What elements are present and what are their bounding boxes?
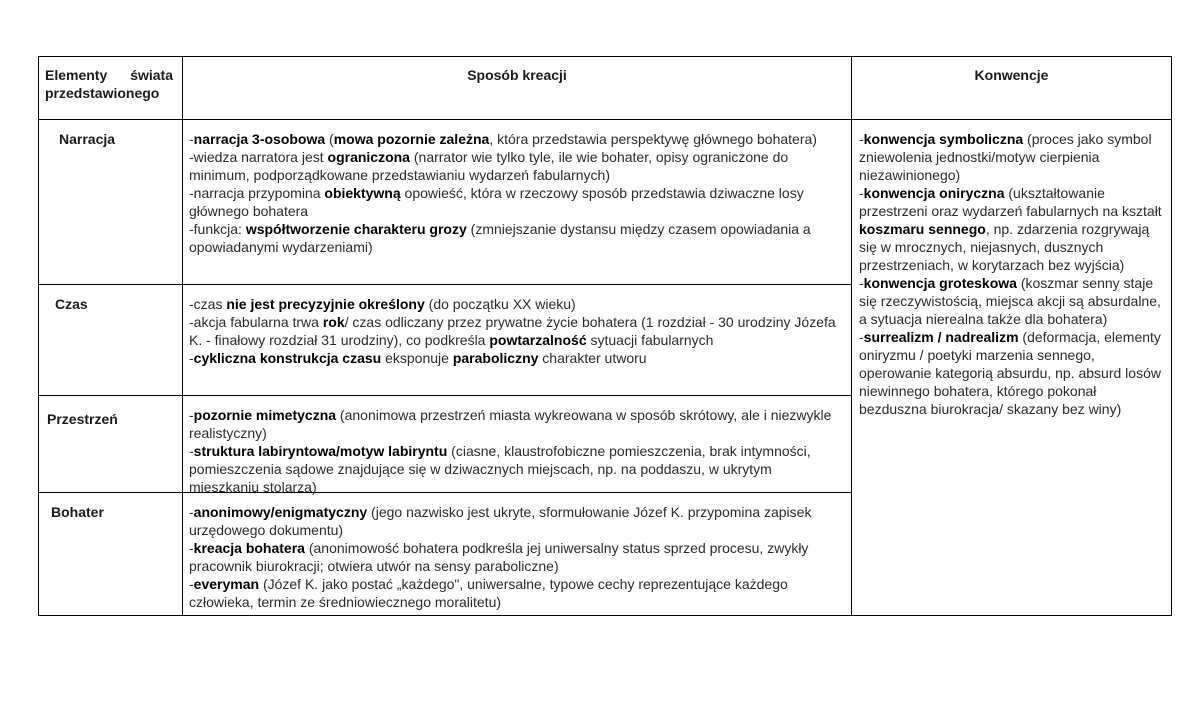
list-item: -konwencja oniryczna (ukształtowanie przestrzeni oraz wydarzeń fabularnych na kształt koszmaru sennego, np. zdarzenia rozgrywają się w mrocznych, niejasnych, dusznych przestrzeniach, w korytarzach bez wyjścia) bbox=[859, 185, 1162, 273]
list-item: -konwencja symboliczna (proces jako symbol zniewolenia jednostki/motyw cierpienia niezawinionego) bbox=[859, 131, 1152, 183]
row-method-narracja bbox=[183, 120, 852, 285]
list-item: -wiedza narratora jest ograniczona (narrator wie tylko tyle, ile wie bohater, opisy ograniczone do minimum, podporządkowane przedstawianiu wydarzeń fabularnych) bbox=[189, 149, 789, 183]
header-conventions: Konwencje bbox=[852, 57, 1171, 120]
list-item: -surrealizm / nadrealizm (deformacja, elementy oniryzmu / poetyki marzenia sennego, operowanie kategorią absurdu, np. absurd losów niewinnego bohatera, którego pokonał bezduszna biurokracja/ skazany bez winy) bbox=[859, 329, 1161, 417]
list-item: -struktura labiryntowa/motyw labiryntu (ciasne, klaustrofobiczne pomieszczenia, brak intymności, pomieszczenia sądowe znajdujące się w dziwacznych miejscach, np. na poddaszu, w ukrytym mieszkaniu stolarza) bbox=[189, 443, 811, 495]
row-element-narracja: Narracja bbox=[39, 120, 183, 285]
list-item: -anonimowy/enigmatyczny (jego nazwisko jest ukryte, sformułowanie Józef K. przypomina zapisek urzędowego dokumentu) bbox=[189, 504, 812, 538]
list-item: -kreacja bohatera (anonimowość bohatera podkreśla jej uniwersalny status sprzed procesu, zwykły pracownik biurokracji; otwiera utwór na sensy paraboliczne) bbox=[189, 540, 809, 574]
list-item: -pozornie mimetyczna (anonimowa przestrzeń miasta wykreowana w sposób skrótowy, ale i niezwykle realistyczny) bbox=[189, 407, 832, 441]
header-elements-line2: przedstawionego bbox=[45, 85, 160, 101]
row-method-czas bbox=[183, 285, 852, 396]
list-item: -funkcja: współtworzenie charakteru grozy (zmniejszanie dystansu między czasem opowiadania a opowiadanymi wydarzeniami) bbox=[189, 221, 811, 255]
row-element-przestrzen: Przestrzeń bbox=[39, 396, 183, 493]
row-element-czas: Czas bbox=[39, 285, 183, 396]
kafka-table bbox=[38, 56, 1172, 616]
list-item: -narracja przypomina obiektywną opowieść, która w rzeczowy sposób przedstawia dziwaczne losy głównego bohatera bbox=[189, 185, 804, 219]
header-elements bbox=[39, 57, 183, 120]
list-item: -everyman (Józef K. jako postać „każdego", uniwersalne, typowe cechy reprezentujące każdego człowieka, termin ze średniowiecznego moralitetu) bbox=[189, 576, 788, 610]
row-method-przestrzen bbox=[183, 396, 852, 493]
row-element-bohater: Bohater bbox=[39, 493, 183, 615]
row-method-bohater bbox=[183, 493, 852, 615]
header-elements-word2: świata bbox=[130, 67, 173, 83]
list-item: -konwencja groteskowa (koszmar senny staje się rzeczywistością, miejsca akcji są absurdalne, a sytuacja nierealna także dla bohatera) bbox=[859, 275, 1161, 327]
list-item: -cykliczna konstrukcja czasu eksponuje paraboliczny charakter utworu bbox=[189, 350, 647, 366]
list-item: -narracja 3-osobowa (mowa pozornie zależna, która przedstawia perspektywę głównego bohatera) bbox=[189, 131, 817, 147]
header-elements-word1: Elementy bbox=[45, 67, 108, 83]
header-method: Sposób kreacji bbox=[183, 57, 852, 120]
list-item: -akcja fabularna trwa rok/ czas odliczany przez prywatne życie bohatera (1 rozdział - 30 urodziny Józefa K. - finałowy rozdział 31 urodziny), co podkreśla powtarzalność sytuacji fabularnych bbox=[189, 314, 836, 348]
header-elements-line1 bbox=[45, 66, 173, 84]
conventions-cell bbox=[852, 120, 1171, 615]
list-item: -czas nie jest precyzyjnie określony (do początku XX wieku) bbox=[189, 296, 576, 312]
table-grid bbox=[39, 57, 1171, 615]
